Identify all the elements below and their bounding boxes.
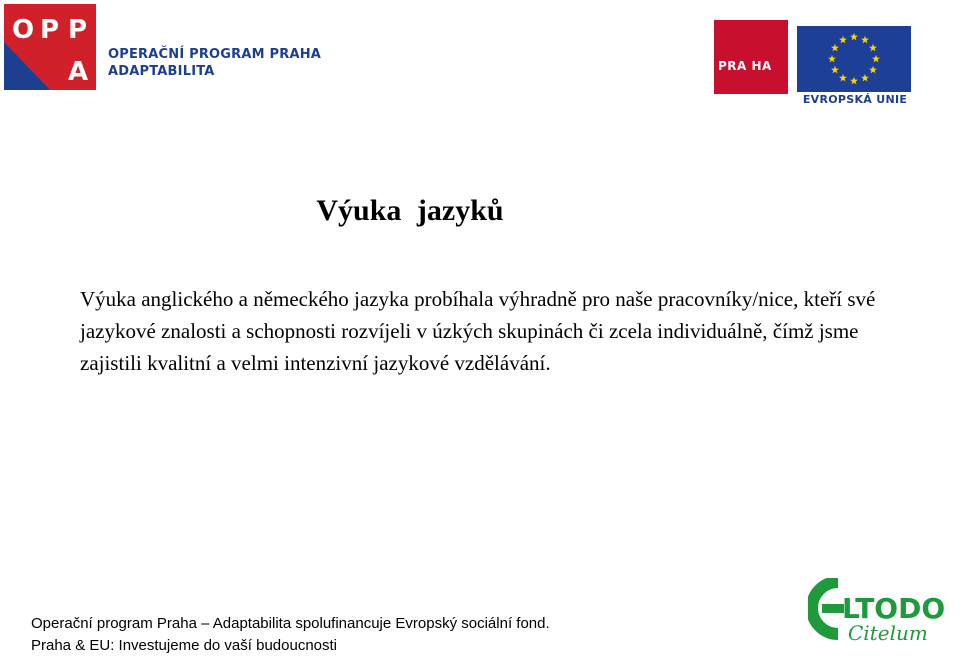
praha-row-4: PRA G [718, 212, 762, 226]
eltodo-wordmark: LTODO [842, 592, 946, 625]
praha-logo [714, 20, 788, 226]
eltodo-logo [808, 578, 956, 644]
eltodo-subbrand: Citelum [848, 621, 928, 644]
oppa-letter-p1: P [40, 15, 60, 45]
eu-flag-icon [797, 26, 911, 92]
oppa-line1: OPERAČNÍ PROGRAM PRAHA [108, 47, 322, 62]
body-paragraph: Výuka anglického a německého jazyka probíhala výhradně pro naše pracovníky/nice, kteří své jazykové znalosti a schopnosti rozvíjeli v úzkých skupinách či zcela individuálně, čímž jsme zajistili kvalitní a velmi intenzivní jazykové vzdělávání. [80, 287, 876, 375]
footer [31, 613, 550, 657]
oppa-letter-p2: P [68, 15, 88, 45]
praha-row-2: PRA GUE [718, 110, 781, 124]
eu-label: EVROPSKÁ UNIE [802, 93, 908, 106]
praha-row-1: PRA HA [718, 59, 772, 73]
oppa-logo [4, 4, 96, 90]
praha-row-3: PRA GA [718, 161, 772, 175]
footer-line-2: Praha & EU: Investujeme do vaší budoucnosti [31, 637, 338, 654]
oppa-program-name [108, 46, 321, 80]
oppa-letter-a: A [68, 57, 89, 87]
oppa-line2: ADAPTABILITA [108, 64, 215, 79]
oppa-letter-o: O [12, 15, 35, 45]
page-title: Výuka jazyků [316, 194, 504, 227]
footer-line-1: Operační program Praha – Adaptabilita spolufinancuje Evropský sociální fond. [31, 615, 550, 632]
